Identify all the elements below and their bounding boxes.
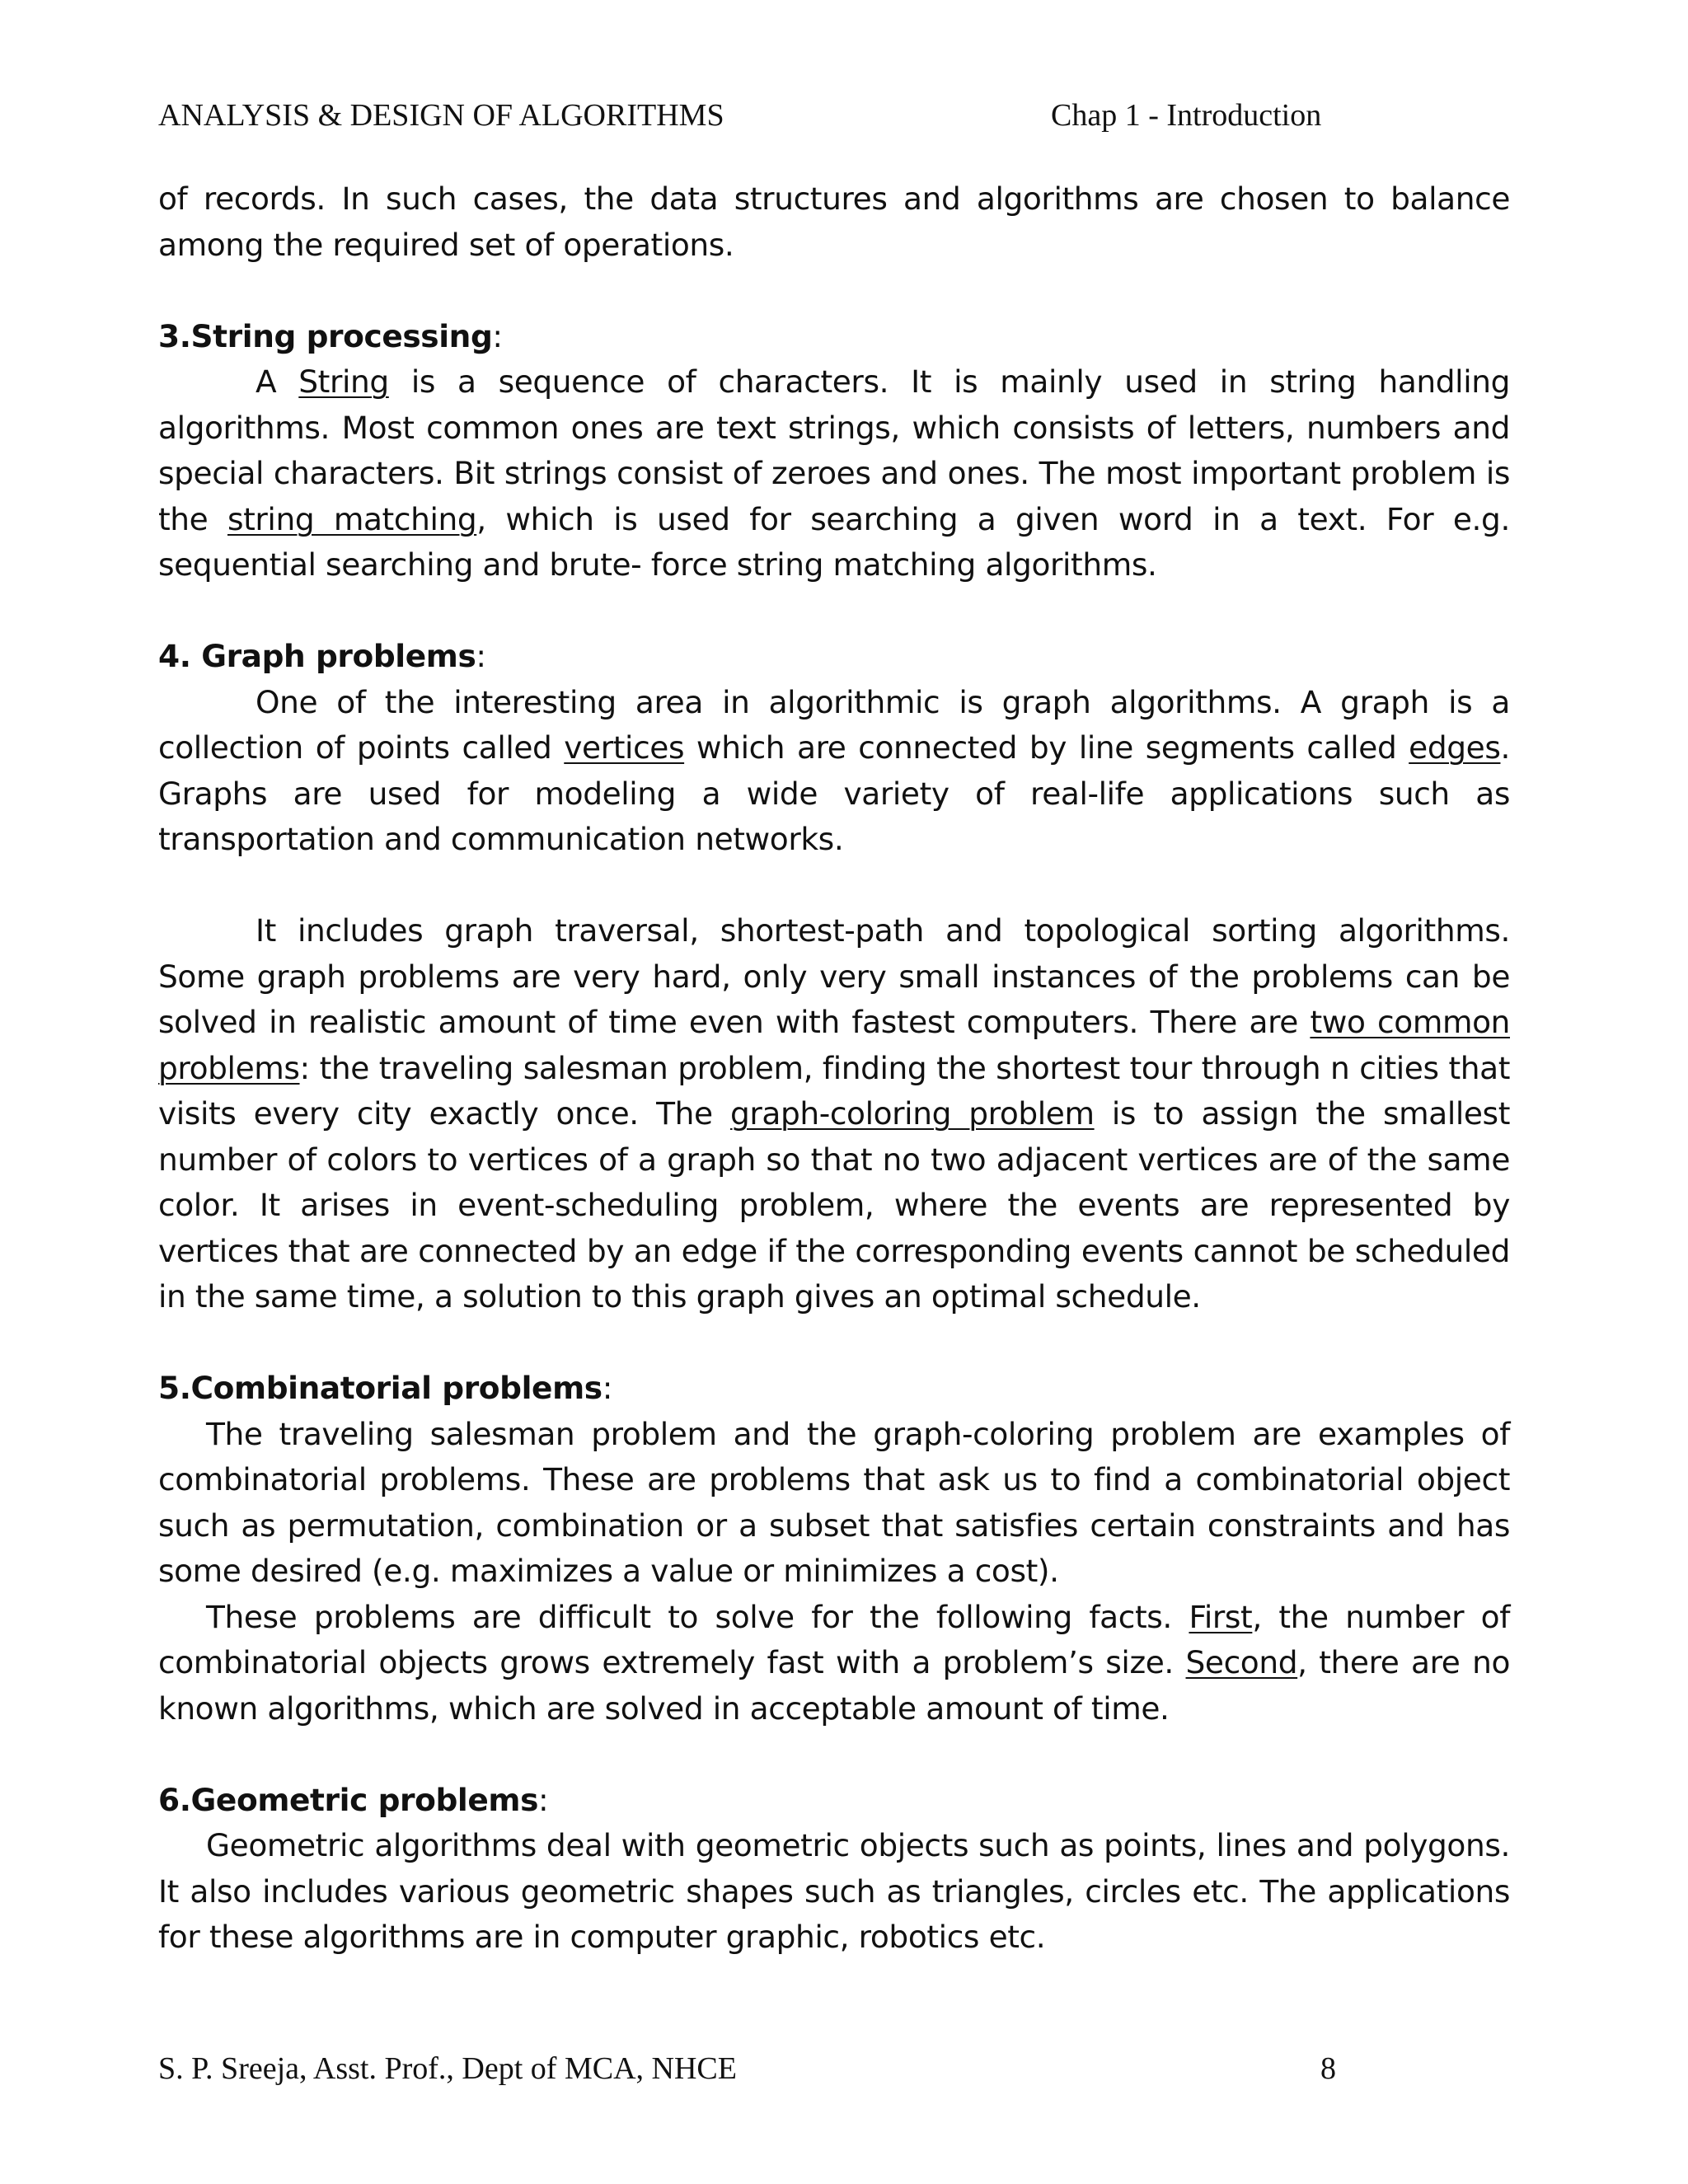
term-string: String: [298, 363, 389, 400]
section-5-heading: [158, 1366, 1510, 1412]
section-5-paragraph-2: [158, 1595, 1510, 1732]
term-vertices: vertices: [564, 729, 685, 766]
section-4-heading-text: 4. Graph problems: [158, 638, 476, 674]
term-edges: edges: [1409, 729, 1501, 766]
text-run: , which is used for searching a given word in a text. For e.g. sequential searching and brute- force string matching algorithms.: [158, 500, 1510, 583]
text-run: , there are no known algorithms, which are solved in acceptable amount of time.: [158, 1644, 1510, 1727]
term-graph-coloring-problem: graph-coloring problem: [729, 1095, 1095, 1132]
text-run: : the traveling salesman problem, finding the shortest tour through n cities that visits every city exactly once. The: [158, 1049, 1510, 1132]
text-run: is a sequence of characters. It is mainly used in string handling algorithms. Most common ones are text strings, which consists of letters, numbers and special characters. Bit strings consist of zeroes and ones. The most important problem is the: [158, 363, 1510, 537]
text-run: One of the interesting area in algorithmic is graph algorithms. A graph is a collection of points called: [158, 683, 1510, 766]
text-run: . Graphs are used for modeling a wide variety of real-life applications such as transportation and communication networks.: [158, 729, 1510, 857]
term-string-matching: string matching: [227, 500, 477, 537]
section-3-heading-colon: :: [492, 317, 503, 354]
header-chapter-title: Chap 1 - Introduction: [1051, 98, 1322, 133]
text-run: These problems are difficult to solve for the following facts.: [206, 1598, 1189, 1635]
text-run: which are connected by line segments called: [684, 729, 1409, 766]
section-6-heading: [158, 1778, 1510, 1824]
intro-paragraph: of records. In such cases, the data structures and algorithms are chosen to balance among the required set of operations.: [158, 180, 1510, 263]
section-6-paragraph: Geometric algorithms deal with geometric objects such as points, lines and polygons. It also includes various geometric shapes such as triangles, circles etc. The applications for these algorithms are in computer graphic, robotics etc.: [158, 1827, 1510, 1955]
text-run: It includes graph traversal, shortest-path and topological sorting algorithms. Some graph problems are very hard, only very small instances of the problems can be solved in realistic amount of time even with fastest computers. There are: [158, 912, 1510, 1040]
section-6-heading-colon: :: [538, 1781, 549, 1818]
section-4-paragraph-1: [158, 680, 1510, 863]
term-first: First: [1189, 1598, 1253, 1635]
section-4-heading-colon: :: [476, 638, 486, 674]
section-5-heading-text: 5.Combinatorial problems: [158, 1370, 603, 1406]
section-4-heading: [158, 634, 1510, 680]
page-number: 8: [1320, 2051, 1336, 2086]
text-run: is to assign the smallest number of colors to vertices of a graph so that no two adjacent vertices are of the same color. It arises in event-scheduling problem, where the events are represented by vertices that are connected by an edge if the corresponding events cannot be scheduled in the same time, a solution to this graph gives an optimal schedule.: [158, 1095, 1510, 1315]
term-two-common-problems: two common problems: [158, 1004, 1510, 1086]
section-3-paragraph: [158, 359, 1510, 588]
footer-author: S. P. Sreeja, Asst. Prof., Dept of MCA, NHCE: [158, 2051, 737, 2086]
page-body: [158, 176, 1510, 1961]
section-3-heading-text: 3.String processing: [158, 317, 493, 354]
header-book-title: ANALYSIS & DESIGN OF ALGORITHMS: [158, 98, 724, 133]
section-5-heading-colon: :: [602, 1370, 612, 1406]
section-6-heading-text: 6.Geometric problems: [158, 1781, 539, 1818]
text-run: , the number of combinatorial objects grows extremely fast with a problem’s size.: [158, 1598, 1510, 1680]
term-second: Second: [1185, 1644, 1298, 1680]
section-5-paragraph-1: The traveling salesman problem and the graph-coloring problem are examples of combinatorial problems. These are problems that ask us to find a combinatorial object such as permutation, combination or a subset that satisfies certain constraints and has some desired (e.g. maximizes a value or minimizes a cost).: [158, 1415, 1510, 1589]
section-4-paragraph-2: [158, 908, 1510, 1320]
text-run: A: [256, 363, 299, 400]
section-3-heading: [158, 314, 1510, 360]
